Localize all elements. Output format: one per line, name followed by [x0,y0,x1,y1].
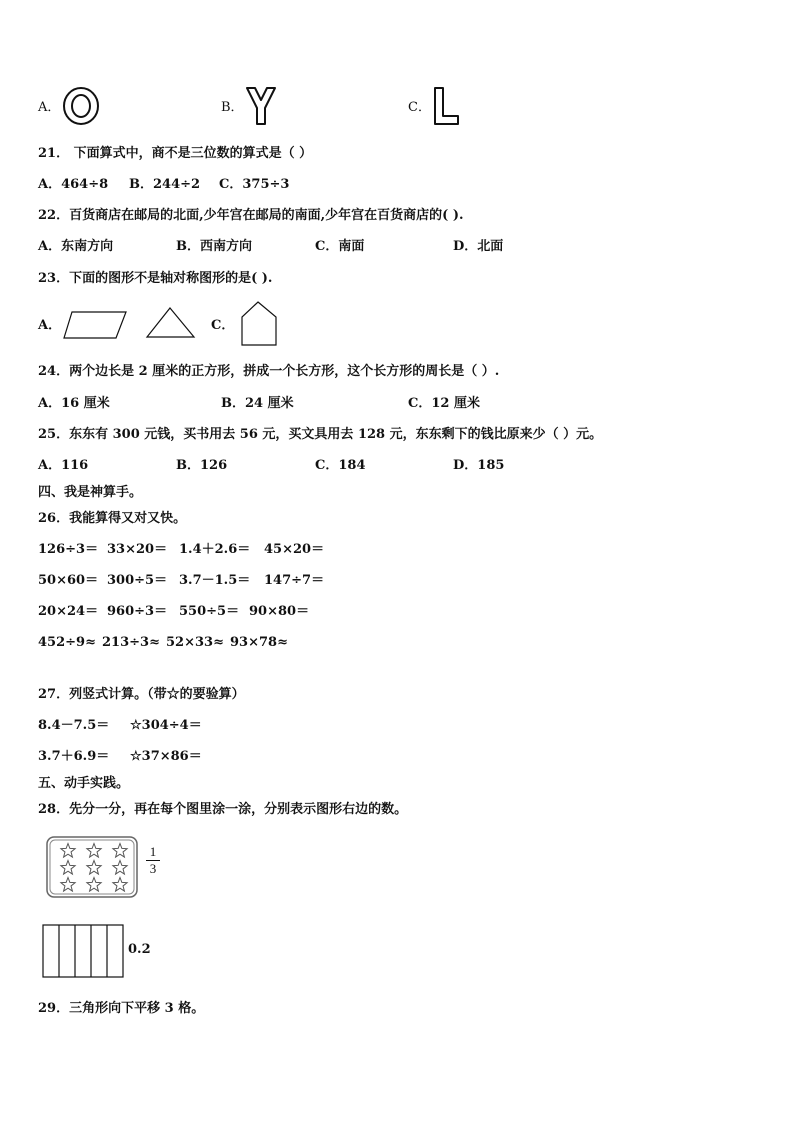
section-five-heading: 五、动手实践。 [38,776,130,791]
rectangle-outline [43,925,123,977]
q26-item: 90×80＝ [249,604,310,619]
q26-item: 93×78≈ [230,635,288,650]
triangle-figure [145,306,197,340]
q21-option-c: C．375÷3 [219,177,290,192]
parallelogram-figure [62,310,128,340]
q29-stem: 29．三角形向下平移 3 格。 [38,1001,205,1016]
q26-item: 33×20＝ [107,542,168,557]
q22-option-d: D．北面 [453,239,504,254]
letter-o-figure [62,86,102,126]
pentagon-house-figure [240,300,280,348]
q26-item: 45×20＝ [264,542,325,557]
q21-option-a: A．464÷8 [38,177,109,192]
q27-stem: 27．列竖式计算。（带☆的要验算） [38,687,245,702]
star-icon [113,878,127,892]
q26-item: 550÷5＝ [179,604,240,619]
q23-stem: 23．下面的图形不是轴对称图形的是( ). [38,271,273,286]
q23-option-a-label: A． [38,318,62,333]
q27-item: ☆37×86＝ [130,749,202,764]
star-icon [61,861,75,875]
q22-option-a: A．东南方向 [38,239,114,254]
q22-option-b: B．西南方向 [176,239,252,254]
letter-l-figure [430,86,462,126]
q26-item: 147÷7＝ [264,573,325,588]
star-icon [87,844,101,858]
fraction-numerator: 1 [149,844,157,859]
q26-item: 960÷3＝ [107,604,168,619]
q24-stem: 24．两个边长是 2 厘米的正方形，拼成一个长方形，这个长方形的周长是（ ）. [38,364,500,379]
q25-option-b: B．126 [176,458,228,473]
q27-item: 3.7＋6.9＝ [38,749,110,764]
q26-item: 300÷5＝ [107,573,168,588]
divided-rectangle-figure [42,924,126,978]
q20-option-c-label: C． [408,100,431,115]
star-box-figure [46,836,138,898]
star-icon [61,878,75,892]
q28-stem: 28．先分一分，再在每个图里涂一涂，分别表示图形右边的数。 [38,802,408,817]
q24-option-c: C．12 厘米 [408,396,480,411]
q26-item: 126÷3＝ [38,542,99,557]
q26-item: 3.7－1.5＝ [179,573,251,588]
q26-item: 1.4＋2.6＝ [179,542,251,557]
star-icon [87,878,101,892]
q25-option-d: D．185 [453,458,505,473]
q26-item: 20×24＝ [38,604,99,619]
q20-option-b-label: B． [221,100,244,115]
q24-option-a: A．16 厘米 [38,396,110,411]
q27-item: ☆304÷4＝ [130,718,202,733]
section-four-heading: 四、我是神算手。 [38,485,143,500]
q26-item: 50×60＝ [38,573,99,588]
q26-item: 213÷3≈ [102,635,160,650]
q22-option-c: C．南面 [315,239,365,254]
fraction-denominator: 3 [149,861,157,876]
q25-option-c: C．184 [315,458,366,473]
star-icon [61,844,75,858]
star-icon [113,861,127,875]
q26-stem: 26．我能算得又对又快。 [38,511,187,526]
q21-option-b: B．244÷2 [129,177,201,192]
q23-option-c-label: C． [211,318,235,333]
q25-stem: 25．东东有 300 元钱，买书用去 56 元，买文具用去 128 元，东东剩下的钱比原来少（ ）元。 [38,427,603,442]
q24-option-b: B．24 厘米 [221,396,294,411]
q27-item: 8.4－7.5＝ [38,718,110,733]
q25-option-a: A．116 [38,458,89,473]
q20-option-a-label: A． [38,100,61,115]
letter-y-figure [244,86,278,126]
q26-item: 452÷9≈ [38,635,96,650]
q22-stem: 22．百货商店在邮局的北面,少年宫在邮局的南面,少年宫在百货商店的( ). [38,208,464,223]
star-icon [87,861,101,875]
fraction-one-third [146,845,160,876]
q26-item: 52×33≈ [166,635,224,650]
q21-stem: 21． 下面算式中，商不是三位数的算式是（ ） [38,146,313,161]
decimal-label: 0.2 [128,942,151,957]
star-icon [113,844,127,858]
